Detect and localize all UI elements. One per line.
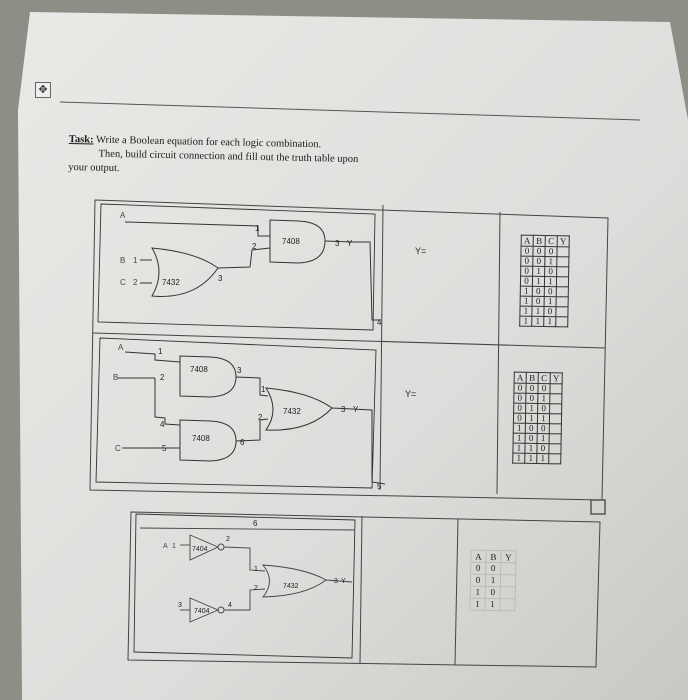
c3-output-y: Y [341,578,346,585]
table-row: 1 1 0 [520,306,568,317]
task-heading: Task: [68,133,94,146]
c1-input-c: C [120,278,126,287]
t2-header: Y [550,373,562,384]
c1-input-b: B [120,256,126,265]
c1-or-out-pin: 3 [218,274,223,283]
c2-input-c: C [115,444,121,453]
t1-header: Y [557,236,569,247]
c1-pin-b: 1 [133,256,138,265]
c2-and-chip-2: 7408 [192,434,210,443]
table-row: 0 1 1 [520,276,568,287]
c2-out-pin: 3 [341,405,346,414]
move-handle-icon[interactable]: ✥ [35,82,51,98]
c2-pin-1: 1 [158,347,163,356]
table-row: 1 0 1 [520,296,568,307]
table-row: 1 1 [470,598,515,611]
table-row: 1 1 1 [520,316,568,327]
task-line-3: your output. [68,161,120,175]
c2-input-b: B [113,373,119,382]
c2-corner-pin: 5 [377,482,382,491]
table-row: 1 1 1 [513,453,561,464]
table-row: 0 0 0 [521,246,569,257]
c3-not-chip-2: 7404 [194,608,210,615]
truth-table-3 [469,550,516,612]
t2-header: C [538,373,550,384]
table-row: 1 0 [470,586,515,599]
task-line-1: Write a Boolean equation for each logic combination. [93,134,322,151]
c2-pin-3: 3 [237,366,242,375]
c2-output-y: Y [353,405,359,414]
table-row: 0 1 1 [513,413,561,424]
t3-header: Y [501,551,516,563]
c2-pin-2: 2 [160,373,165,382]
c1-or-chip: 7432 [162,278,180,287]
c2-equation: Y= [405,389,417,399]
table-row: 0 0 [471,562,516,575]
c3-or-in-2: 2 [254,585,258,592]
c1-and-top-pin: 1 [255,224,260,233]
c3-not2-in: 3 [178,602,182,609]
t2-header: B [526,372,538,383]
table-row: 0 0 0 [514,383,562,394]
c2-or-in-1: 1 [261,385,266,394]
table-row: 0 1 [470,574,515,587]
c2-or-chip: 7432 [283,407,301,416]
c1-output-y: Y [347,239,353,248]
table-row: 0 1 0 [514,403,562,414]
c2-pin-4: 4 [160,420,165,429]
table-row: 1 0 0 [520,286,568,297]
t3-header: A [471,550,486,562]
c1-and-in-pin: 2 [252,242,257,251]
c1-input-a: A [120,211,126,220]
c3-a-pin: 1 [172,543,176,550]
table-row: 0 0 1 [514,393,562,404]
t1-header: A [521,235,533,246]
c3-or-in-1: 1 [254,566,258,573]
c2-or-in-2: 2 [258,413,263,422]
c3-input-a: A [163,543,168,550]
c3-top-pin: 6 [253,519,258,528]
c2-input-a: A [118,343,124,352]
c3-not-chip-1: 7404 [192,546,208,553]
t1-header: B [533,235,545,246]
table-row: 1 0 1 [513,433,561,444]
t1-header: C [545,236,557,247]
c1-out-pin: 3 [335,239,340,248]
table-row: 0 1 0 [521,266,569,277]
table-row: 1 0 0 [513,423,561,434]
table-row: 1 1 0 [513,443,561,454]
c2-and-chip-1: 7408 [190,365,208,374]
c1-equation: Y= [415,246,427,256]
truth-table-1 [519,235,570,328]
table-row: 0 0 1 [521,256,569,267]
c3-or-chip: 7432 [283,583,299,590]
c3-not1-out: 2 [226,536,230,543]
task-line-2: Then, build circuit connection and fill out the truth table upon [98,148,359,166]
truth-table-2 [512,372,563,465]
t3-header: B [486,550,501,562]
t2-header: A [514,372,526,383]
c2-pin-5: 5 [162,444,167,453]
c1-pin-c: 2 [133,278,138,287]
c3-not2-out: 4 [228,602,232,609]
c3-out-pin: 3 [334,578,338,585]
c2-pin-6: 6 [240,438,245,447]
c1-and-chip: 7408 [282,237,300,246]
c1-corner-pin: 4 [377,318,382,327]
